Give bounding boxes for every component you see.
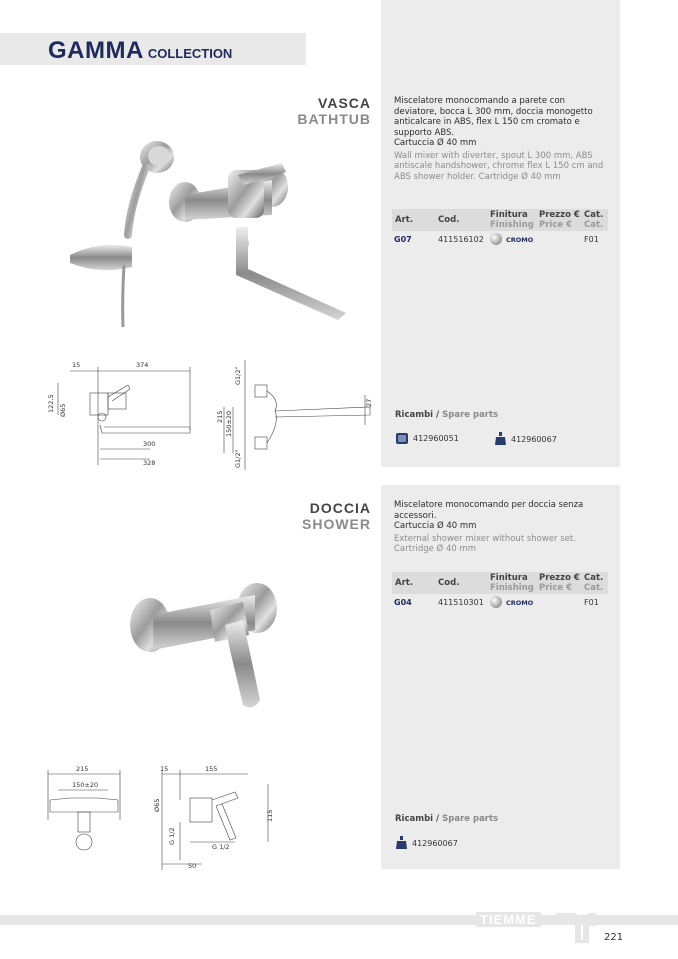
shower-title-en: SHOWER (302, 516, 371, 532)
bathtub-technical-drawing (40, 355, 380, 480)
shower-spare-item: 412960067 (395, 836, 458, 850)
shower-desc-en: External shower mixer without shower set. Cartridge Ø 40 mm (394, 533, 576, 554)
page-title (48, 37, 232, 65)
row-cod: 411516102 (438, 235, 484, 244)
col-art: Art. (395, 215, 414, 225)
col-cod: Cod. (438, 578, 460, 588)
finish-swatch (490, 596, 502, 608)
table-header (392, 572, 608, 594)
diverter-icon (395, 836, 408, 850)
table-header (392, 209, 608, 231)
shower-section-title (302, 500, 371, 532)
col-finish-en: Finishing (490, 220, 534, 230)
dim-50: 50 (188, 862, 197, 870)
row-cat: F01 (584, 598, 599, 607)
col-price-it: Prezzo € (539, 210, 580, 220)
shower-product-table (392, 572, 608, 610)
finish-swatch (490, 233, 502, 245)
col-cat-it: Cat. (584, 573, 604, 583)
col-price-en: Price € (539, 220, 573, 230)
dim-150: 150±20 (225, 410, 233, 437)
bathtub-mixer-image (60, 135, 360, 335)
dim-15: 15 (72, 361, 81, 369)
col-cat-it: Cat. (584, 210, 604, 220)
col-price-en: Price € (539, 583, 573, 593)
bathtub-title-en: BATHTUB (297, 111, 371, 127)
dim-122-5: 122,5 (47, 394, 55, 413)
dim-g12-top: G1/2" (234, 366, 242, 385)
dim-15: 15 (160, 765, 169, 773)
title-sub: COLLECTION (147, 46, 233, 61)
title-main: GAMMA (48, 37, 144, 64)
col-cod: Cod. (438, 215, 460, 225)
row-art: G07 (394, 235, 412, 244)
diverter-icon (494, 432, 507, 446)
bathtub-section-title (297, 95, 371, 127)
dim-215: 215 (76, 765, 89, 773)
dim-115: 115 (266, 809, 274, 822)
chrome-swatch-icon (490, 233, 502, 245)
pipe-logo-icon (556, 913, 596, 943)
col-art: Art. (395, 578, 414, 588)
row-cod: 411510301 (438, 598, 484, 607)
shower-technical-drawing (40, 760, 290, 875)
dim-215: 215 (216, 410, 224, 423)
dim-150: 150±20 (72, 781, 99, 789)
chrome-swatch-icon (490, 596, 502, 608)
dim-374: 374 (136, 361, 149, 369)
bathtub-product-table (392, 209, 608, 247)
dim-65: Ø65 (153, 798, 161, 812)
dim-65: Ø65 (59, 403, 67, 417)
dim-g12-vertical: G 1/2 (168, 827, 176, 845)
col-finish-it: Finitura (490, 573, 528, 583)
dim-328: 328 (143, 459, 156, 467)
row-finish: CROMO (506, 599, 534, 607)
col-cat-en: Cat. (584, 583, 604, 593)
col-finish-it: Finitura (490, 210, 528, 220)
cartridge-icon (395, 432, 409, 445)
bathtub-spare-title: Ricambi / Spare parts (395, 410, 499, 420)
dim-300: 300 (143, 440, 156, 448)
dim-g12-horizontal: G 1/2 (212, 843, 230, 851)
shower-title-it: DOCCIA (309, 500, 371, 516)
bathtub-title-it: VASCA (318, 95, 371, 111)
table-row (392, 231, 608, 247)
bathtub-desc-it: Miscelatore monocomando a parete con deviatore, bocca L 300 mm, doccia monogetto anticalcare in ABS, flex L 150 cm cromato e supporto ABS. (394, 96, 593, 138)
bathtub-description (394, 96, 608, 182)
col-cat-en: Cat. (584, 220, 604, 230)
table-row (392, 594, 608, 610)
page-number: 221 (604, 932, 624, 943)
shower-description (394, 500, 608, 555)
dim-g12-bottom: G1/2" (234, 449, 242, 468)
dim-155: 155 (205, 765, 218, 773)
shower-spare-title: Ricambi / Spare parts (395, 814, 499, 824)
bathtub-desc-en: Wall mixer with diverter, spout L 300 mm, ABS antiscale handshower, chrome flex L 150 cm and ABS shower holder. Cartridge Ø 40 mm (394, 150, 604, 182)
col-finish-en: Finishing (490, 583, 534, 593)
dim-27: 27 (365, 398, 373, 407)
bathtub-cartridge-it: Cartuccia Ø 40 mm (394, 138, 477, 148)
bathtub-spare-item: 412960067 (494, 432, 557, 446)
row-art: G04 (394, 598, 412, 607)
row-cat: F01 (584, 235, 599, 244)
col-price-it: Prezzo € (539, 573, 580, 583)
bathtub-spare-item: 412960051 (395, 432, 459, 445)
row-finish: CROMO (506, 236, 534, 244)
shower-cartridge-it: Cartuccia Ø 40 mm (394, 521, 477, 531)
shower-mixer-image (125, 580, 285, 720)
shower-desc-it: Miscelatore monocomando per doccia senza accessori. (394, 500, 584, 521)
brand-logo: TIEMME (476, 912, 541, 927)
